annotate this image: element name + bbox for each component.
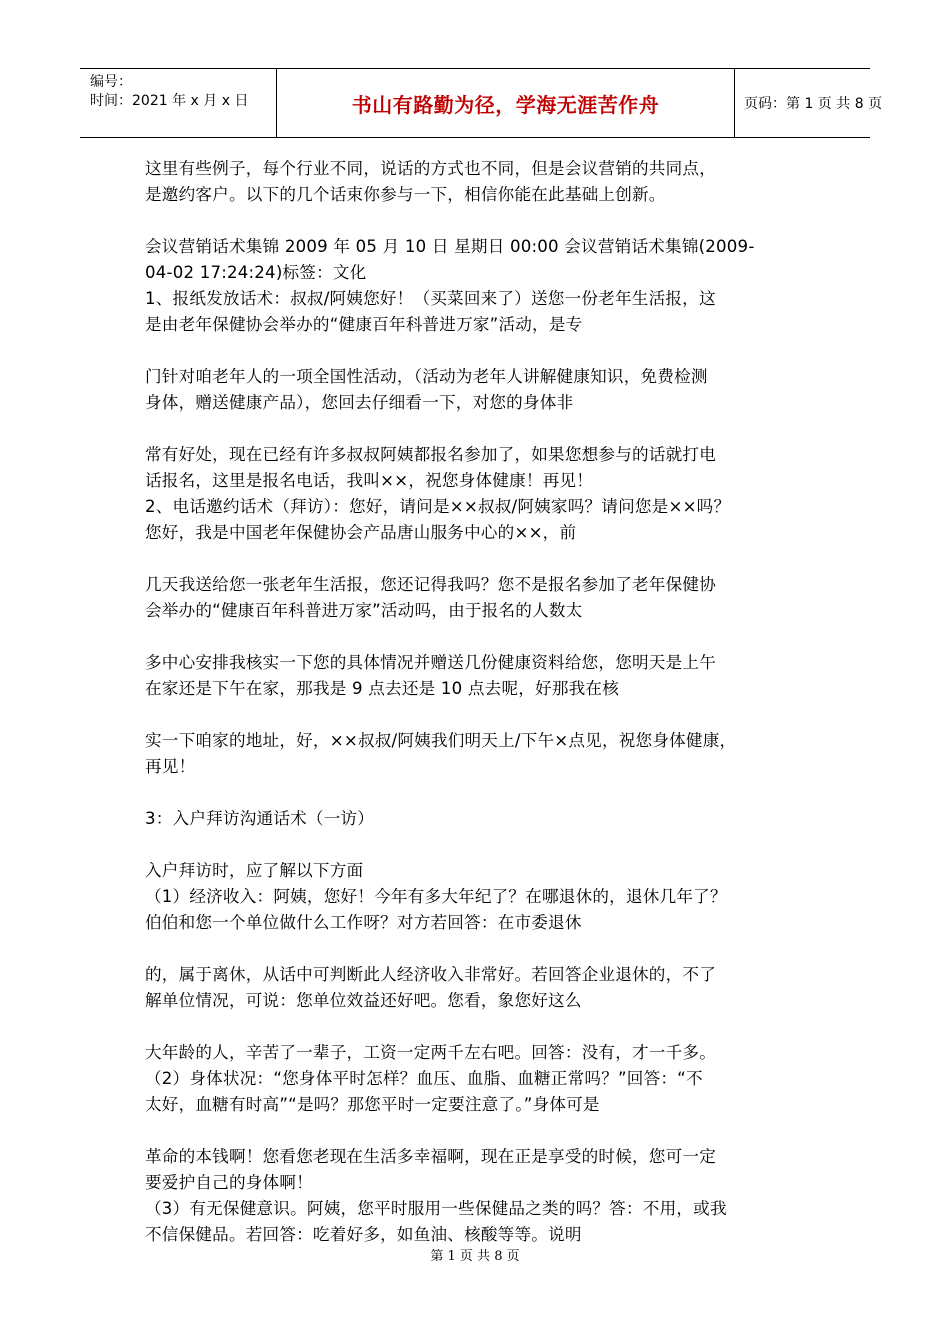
page-footer: 第 1 页 共 8 页 (430, 1249, 520, 1264)
blank-line (145, 208, 807, 234)
body-text-line: 话报名，这里是报名电话，我叫××，祝您身体健康！再见！ (145, 471, 594, 490)
body-text-line: 革命的本钱啊！您看您老现在生活多幸福啊，现在正是享受的时候，您可一定 (145, 1147, 716, 1166)
body-text-line: 在家还是下午在家，那我是 9 点去还是 10 点去呢，好那我在核 (145, 679, 620, 698)
body-text-line: 是邀约客户。以下的几个话束你参与一下，相信你能在此基础上创新。 (145, 185, 666, 204)
body-text-line: 实一下咱家的地址，好，××叔叔/阿姨我们明天上/下午×点见，祝您身体健康， (145, 731, 737, 750)
blank-line (145, 546, 807, 572)
blank-line (145, 702, 807, 728)
blank-line (145, 780, 807, 806)
body-text-line: （1）经济收入：阿姨，您好！今年有多大年纪了？在哪退休的，退休几年了？ (145, 887, 727, 906)
blank-line (145, 936, 807, 962)
blank-line (145, 1014, 807, 1040)
header-motto-cell (276, 69, 735, 137)
header-motto: 书山有路勤为径，学海无涯苦作舟 (351, 93, 660, 117)
body-text-line: 您好，我是中国老年保健协会产品唐山服务中心的××，前 (145, 523, 577, 542)
body-text-line: 2、电话邀约话术（拜访）：您好，请问是××叔叔/阿姨家吗？请问您是××吗？ (145, 497, 731, 516)
document-date: 时间：2021 年 x 月 x 日 (90, 93, 249, 109)
body-text-line: 几天我送给您一张老年生活报，您还记得我吗？您不是报名参加了老年保健协 (145, 575, 716, 594)
body-text-line: 1、报纸发放话术：叔叔/阿姨您好！（买菜回来了）送您一份老年生活报，这 (145, 289, 716, 308)
body-text-line: 解单位情况，可说：您单位效益还好吧。您看，象您好这么 (145, 991, 582, 1010)
body-text-line: 入户拜访时，应了解以下方面 (145, 861, 364, 880)
blank-line (145, 832, 807, 858)
body-text-line: 会举办的“健康百年科普进万家”活动吗，由于报名的人数太 (145, 601, 583, 620)
body-text-line: 太好，血糖有时高”“是吗？那您平时一定要注意了。”身体可是 (145, 1095, 600, 1114)
document-body (145, 156, 807, 1248)
body-text-line: 要爱护自己的身体啊！ (145, 1173, 313, 1192)
body-text-line: 04-02 17:24:24)标签：文化 (145, 263, 367, 282)
body-text-line: 身体，赠送健康产品），您回去仔细看一下，对您的身体非 (145, 393, 574, 412)
blank-line (145, 1118, 807, 1144)
body-text-line: 门针对咱老年人的一项全国性活动，（活动为老年人讲解健康知识，免费检测 (145, 367, 708, 386)
body-text-line: （2）身体状况：“您身体平时怎样？血压、血脂、血糖正常吗？”回答：“不 (145, 1069, 703, 1088)
body-text-line: 这里有些例子，每个行业不同，说话的方式也不同，但是会议营销的共同点， (145, 159, 716, 178)
header-page-number: 页码：第 1 页 共 8 页 (744, 96, 883, 112)
blank-line (145, 416, 807, 442)
body-text-line: 是由老年保健协会举办的“健康百年科普进万家”活动，是专 (145, 315, 583, 334)
blank-line (145, 338, 807, 364)
body-text-line: 的，属于离休，从话中可判断此人经济收入非常好。若回答企业退休的，不了 (145, 965, 716, 984)
body-text-line: （3）有无保健意识。阿姨，您平时服用一些保健品之类的吗？答：不用，或我 (145, 1199, 727, 1218)
body-text-line: 不信保健品。若回答：吃着好多，如鱼油、核酸等等。说明 (145, 1225, 582, 1244)
header-info-cell (80, 69, 276, 137)
body-text-line: 再见！ (145, 757, 196, 776)
body-text-line: 3：入户拜访沟通话术（一访） (145, 809, 375, 828)
header-page-cell (734, 69, 883, 137)
body-text-line: 会议营销话术集锦 2009 年 05 月 10 日 星期日 00:00 会议营销话术集锦(2009- (145, 237, 755, 256)
page-header (80, 68, 883, 138)
body-text-line: 常有好处，现在已经有许多叔叔阿姨都报名参加了，如果您想参与的话就打电 (145, 445, 716, 464)
document-number-label: 编号： (90, 74, 132, 90)
blank-line (145, 624, 807, 650)
body-text-line: 多中心安排我核实一下您的具体情况并赠送几份健康资料给您，您明天是上午 (145, 653, 716, 672)
body-text-line: 大年龄的人，辛苦了一辈子，工资一定两千左右吧。回答：没有，才一千多。 (145, 1043, 716, 1062)
body-text-line: 伯伯和您一个单位做什么工作呀？对方若回答：在市委退休 (145, 913, 582, 932)
